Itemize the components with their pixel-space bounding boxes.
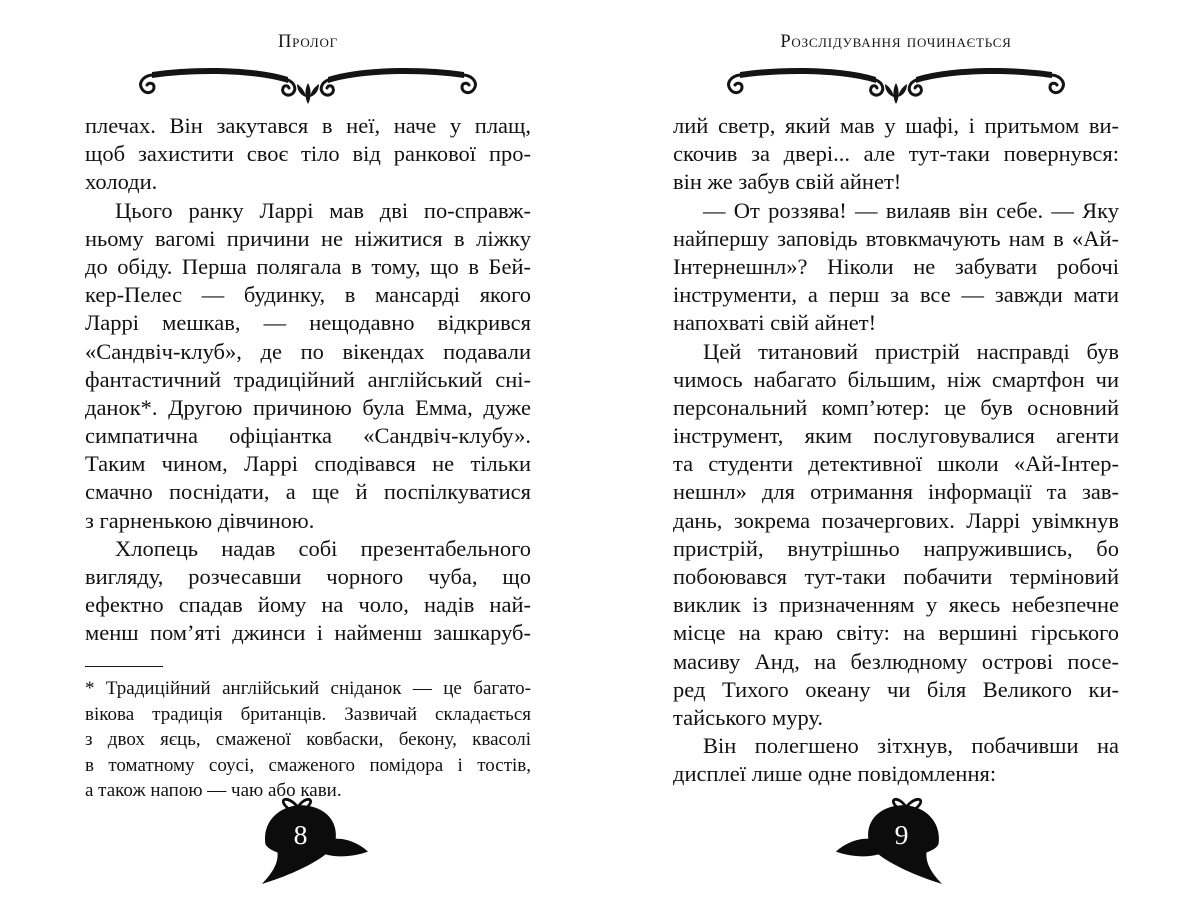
text-line: симпатична офіціантка «Сандвіч-клубу». (85, 423, 531, 449)
left-page (85, 0, 531, 900)
page-number: 9 (894, 819, 909, 851)
left-page-body (85, 112, 531, 648)
text-line: Ларрі мешкав, — нещодавно відкрився (85, 310, 531, 336)
text-line: вигляду, розчесавши чорного чуба, що (85, 564, 531, 589)
text-line: в томатному соусі, смаженого помідора і тостів, (85, 754, 531, 776)
right-page (673, 0, 1119, 900)
text-line: персональний комп’ютер: це був основний (673, 394, 1119, 420)
text-line: до обіду. Перша полягала в тому, що в Бей- (85, 253, 531, 279)
text-line: ефектно спадав йому на чоло, надів най- (85, 592, 531, 618)
text-line: лий светр, який мав у шафі, і притьмом ви- (673, 113, 1119, 138)
text-line: а також напою — чаю або кави. (85, 780, 342, 801)
text-line: кер-Пелес — будинку, в мансарді якого (85, 282, 531, 308)
text-line: данок*. Другою причиною була Емма, дуже (85, 394, 531, 420)
text-line: він же забув свій айнет! (673, 169, 902, 195)
text-line: ньому вагомі причини не ніжитися в ліжку (85, 225, 531, 251)
text-line: щоб захистити своє тіло від ранкової про- (85, 141, 531, 167)
page-number-badge-right (835, 796, 957, 885)
flourish-divider-icon (138, 57, 478, 112)
text-line: Хлопець надав собі презентабельного (115, 535, 531, 561)
text-line: масиву Анд, на безлюдному острові посе- (673, 648, 1119, 674)
text-line: ред Тихого океану чи біля Великого ки- (673, 676, 1119, 702)
paragraph (673, 197, 1119, 338)
text-line: пристрій, внутрішньо напружившись, бо (673, 535, 1119, 561)
paragraph (85, 535, 531, 648)
text-line: смачно поснідати, а ще й поспілкуватися (85, 479, 531, 505)
text-line: «Сандвіч-клуб», де по вікендах подавали (85, 338, 531, 364)
deerstalker-hat-icon (262, 799, 368, 884)
text-line: нешнл» для отримання інформації та зав- (673, 479, 1119, 505)
text-line: вікова традиція британців. Зазвичай складається (85, 703, 531, 725)
flourish-divider-icon (726, 57, 1066, 112)
text-line: дисплеї лише одне повідомлення: (673, 761, 997, 787)
text-line: Він полегшено зітхнув, побачивши на (703, 733, 1119, 759)
text-line: фантастичний традиційний англійський сні- (85, 366, 531, 392)
text-line: Таким чином, Ларрі сподівався не тільки (85, 451, 531, 477)
text-line: з гарненькою дівчиною. (85, 507, 315, 533)
text-line: * Традиційний англійський сніданок — це багато- (85, 678, 531, 699)
footnote-rule (85, 666, 163, 667)
text-line: найпершу заповідь втовкмачують нам в «Ай- (673, 225, 1119, 251)
text-line: напохваті свій айнет! (673, 310, 877, 336)
paragraph (673, 732, 1119, 788)
paragraph (85, 112, 531, 197)
text-line: інструменти, а перш за все — завжди мати (673, 282, 1119, 308)
text-line: холоди. (85, 169, 158, 195)
left-running-head: Пролог (277, 32, 338, 52)
text-line: — От роззява! — вилаяв він себе. — Яку (703, 197, 1119, 223)
text-line: тайського муру. (673, 704, 824, 730)
page-number-badge-left (247, 796, 369, 885)
paragraph (85, 676, 531, 804)
footnote-text (85, 676, 531, 804)
text-line: інструмент, яким послуговувалися агенти (673, 423, 1119, 449)
text-line: скочив за двері... але тут-таки повернувся: (673, 141, 1119, 167)
text-line: виклик із призначенням у якесь небезпечне (673, 592, 1119, 618)
footnote (85, 666, 531, 804)
text-line: дань, зокрема позачергових. Ларрі увімкнув (673, 507, 1119, 533)
text-line: побоювався тут-таки побачити терміновий (673, 564, 1119, 589)
text-line: та студенти детективної школи «Ай-Інтер- (673, 451, 1119, 477)
right-page-body (673, 112, 1119, 789)
paragraph (85, 197, 531, 535)
text-line: чимось набагато більшим, ніж смартфон чи (673, 366, 1119, 392)
page-number: 8 (293, 819, 308, 851)
deerstalker-hat-icon (836, 799, 942, 884)
text-line: плечах. Він закутався в неї, наче у плащ, (85, 113, 531, 138)
text-line: з двох яєць, смаженої ковбаски, бекону, квасолі (85, 729, 531, 750)
paragraph (673, 338, 1119, 733)
text-line: місце на краю світу: на вершині гірського (673, 620, 1119, 646)
text-line: Інтернешнл»? Ніколи не забувати робочі (673, 253, 1119, 279)
text-line: Цього ранку Ларрі мав дві по-справж- (115, 197, 531, 223)
paragraph (673, 112, 1119, 197)
text-line: Цей титановий пристрій насправді був (703, 338, 1119, 364)
text-line: менш пом’яті джинси і найменш зашкаруб- (85, 620, 531, 646)
right-running-head: Розслідування починається (780, 32, 1012, 52)
